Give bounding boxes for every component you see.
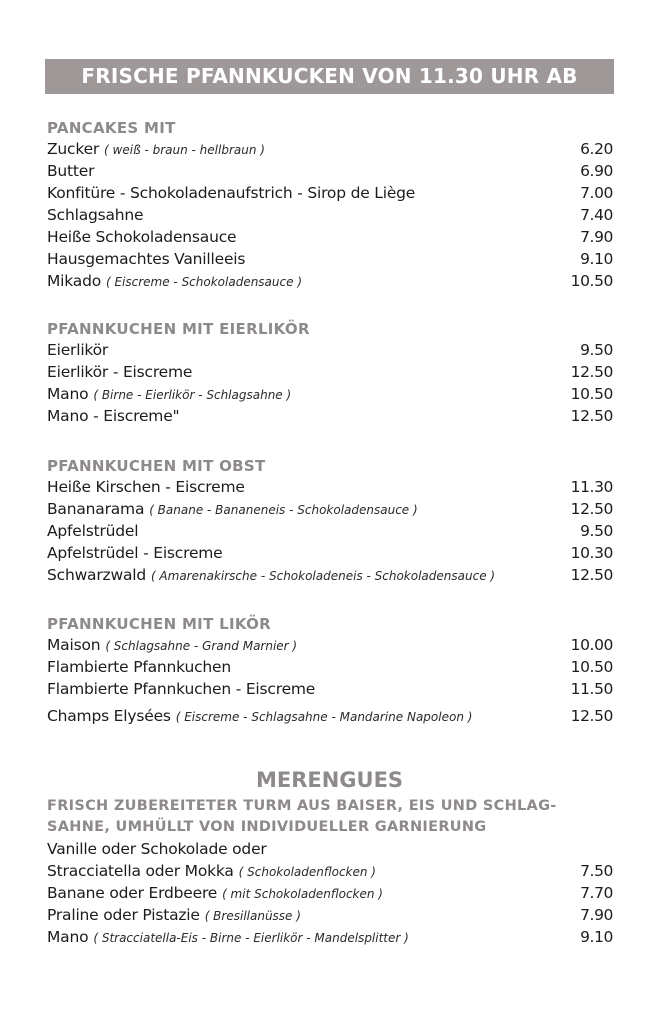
menu-item <box>47 339 613 361</box>
item-name: Mano <box>47 928 89 946</box>
menu-item <box>47 656 613 678</box>
item-price: 12.50 <box>570 500 613 518</box>
item-price: 11.30 <box>570 478 613 496</box>
menu-item <box>47 564 613 586</box>
menu-item <box>47 138 613 160</box>
menu-item <box>47 926 613 948</box>
item-price: 9.50 <box>580 522 613 540</box>
item-price: 6.90 <box>580 162 613 180</box>
item-name: Hausgemachtes Vanilleeis <box>47 250 246 268</box>
item-price: 10.00 <box>570 636 613 654</box>
item-note: ( weiß - braun - hellbraun ) <box>104 143 265 157</box>
item-price: 12.50 <box>570 407 613 425</box>
item-name: Flambierte Pfannkuchen - Eiscreme <box>47 680 316 698</box>
item-price: 7.90 <box>580 906 613 924</box>
item-name: Bananarama <box>47 500 145 518</box>
item-name: Schwarzwald <box>47 566 146 584</box>
item-name: Champs Elysées <box>47 707 171 725</box>
item-name: Schlagsahne <box>47 206 144 224</box>
item-price: 7.70 <box>580 884 613 902</box>
item-name: Eierlikör <box>47 341 109 359</box>
menu-item <box>47 542 613 564</box>
menu-item <box>47 383 613 405</box>
item-name: Stracciatella oder Mokka <box>47 862 234 880</box>
menu-item <box>47 882 613 904</box>
item-name: Apfelstrüdel - Eiscreme <box>47 544 223 562</box>
item-name: Eierlikör - Eiscreme <box>47 363 193 381</box>
item-price: 9.50 <box>580 341 613 359</box>
item-price: 7.50 <box>580 862 613 880</box>
section-title: PFANNKUCHEN MIT LIKÖR <box>47 615 272 633</box>
item-price: 10.50 <box>570 658 613 676</box>
item-name: Flambierte Pfannkuchen <box>47 658 231 676</box>
item-note: ( mit Schokoladenflocken ) <box>222 887 383 901</box>
item-price: 10.30 <box>570 544 613 562</box>
menu-item <box>47 160 613 182</box>
section-pancakes <box>47 118 613 292</box>
item-price: 9.10 <box>580 250 613 268</box>
item-price: 7.90 <box>580 228 613 246</box>
menu-item <box>47 204 613 226</box>
item-price: 7.40 <box>580 206 613 224</box>
menu-item <box>47 270 613 292</box>
item-name: Mano <box>47 385 89 403</box>
item-name: Maison <box>47 636 101 654</box>
item-name: Praline oder Pistazie <box>47 906 200 924</box>
menu-item <box>47 705 613 727</box>
item-name: Butter <box>47 162 95 180</box>
item-note: ( Eiscreme - Schokoladensauce ) <box>105 275 302 289</box>
item-name: Konfitüre - Schokoladenaufstrich - Sirop de Liège <box>47 184 416 202</box>
section-title: PANCAKES MIT <box>47 119 176 137</box>
item-price: 10.50 <box>570 272 613 290</box>
item-note: ( Schlagsahne - Grand Marnier ) <box>105 639 298 653</box>
item-note: ( Bresillanüsse ) <box>204 909 301 923</box>
item-name: Heiße Kirschen - Eiscreme <box>47 478 245 496</box>
menu-item <box>47 226 613 248</box>
menu-item <box>47 904 613 926</box>
item-name: Banane oder Erdbeere <box>47 884 218 902</box>
menu-banner: FRISCHE PFANNKUCKEN VON 11.30 UHR AB <box>45 59 614 94</box>
menu-item <box>47 476 613 498</box>
merengues-intro: Vanille oder Schokolade oder <box>47 840 267 858</box>
merengues-desc-line: SAHNE, UMHÜLLT VON INDIVIDUELLER GARNIERUNG <box>47 819 487 835</box>
section-likoer <box>47 614 613 727</box>
item-name: Mikado <box>47 272 102 290</box>
item-name: Mano - Eiscreme" <box>47 407 180 425</box>
item-price: 7.00 <box>580 184 613 202</box>
item-name: Zucker <box>47 140 100 158</box>
item-note: ( Schokoladenflocken ) <box>238 865 376 879</box>
item-name: Heiße Schokoladensauce <box>47 228 237 246</box>
section-title: PFANNKUCHEN MIT OBST <box>47 457 266 475</box>
item-name: Apfelstrüdel <box>47 522 139 540</box>
merengues-title: MERENGUES <box>255 768 404 792</box>
menu-item <box>47 634 613 656</box>
menu-item <box>47 678 613 700</box>
menu-item <box>47 520 613 542</box>
item-price: 12.50 <box>570 363 613 381</box>
item-note: ( Eiscreme - Schlagsahne - Mandarine Napoleon ) <box>175 710 473 724</box>
item-price: 11.50 <box>570 680 613 698</box>
item-price: 12.50 <box>570 566 613 584</box>
item-note: ( Stracciatella-Eis - Birne - Eierlikör - Mandelsplitter ) <box>93 931 409 945</box>
menu-item <box>47 405 613 427</box>
item-price: 12.50 <box>570 707 613 725</box>
item-price: 6.20 <box>580 140 613 158</box>
merengues-desc-line: FRISCH ZUBEREITETER TURM AUS BAISER, EIS UND SCHLAG- <box>47 798 557 814</box>
section-title: PFANNKUCHEN MIT EIERLIKÖR <box>47 320 310 338</box>
item-note: ( Banane - Bananeneis - Schokoladensauce ) <box>149 503 418 517</box>
menu-item <box>47 248 613 270</box>
section-eierlikoer <box>47 319 613 427</box>
menu-item <box>47 498 613 520</box>
merengues-description <box>47 796 607 838</box>
item-price: 9.10 <box>580 928 613 946</box>
menu-item <box>47 860 613 882</box>
item-note: ( Amarenakirsche - Schokoladeneis - Schokoladensauce ) <box>150 569 496 583</box>
menu-item <box>47 361 613 383</box>
item-price: 10.50 <box>570 385 613 403</box>
section-obst <box>47 456 613 586</box>
item-note: ( Birne - Eierlikör - Schlagsahne ) <box>93 388 292 402</box>
menu-item <box>47 182 613 204</box>
section-merengues <box>47 860 613 948</box>
